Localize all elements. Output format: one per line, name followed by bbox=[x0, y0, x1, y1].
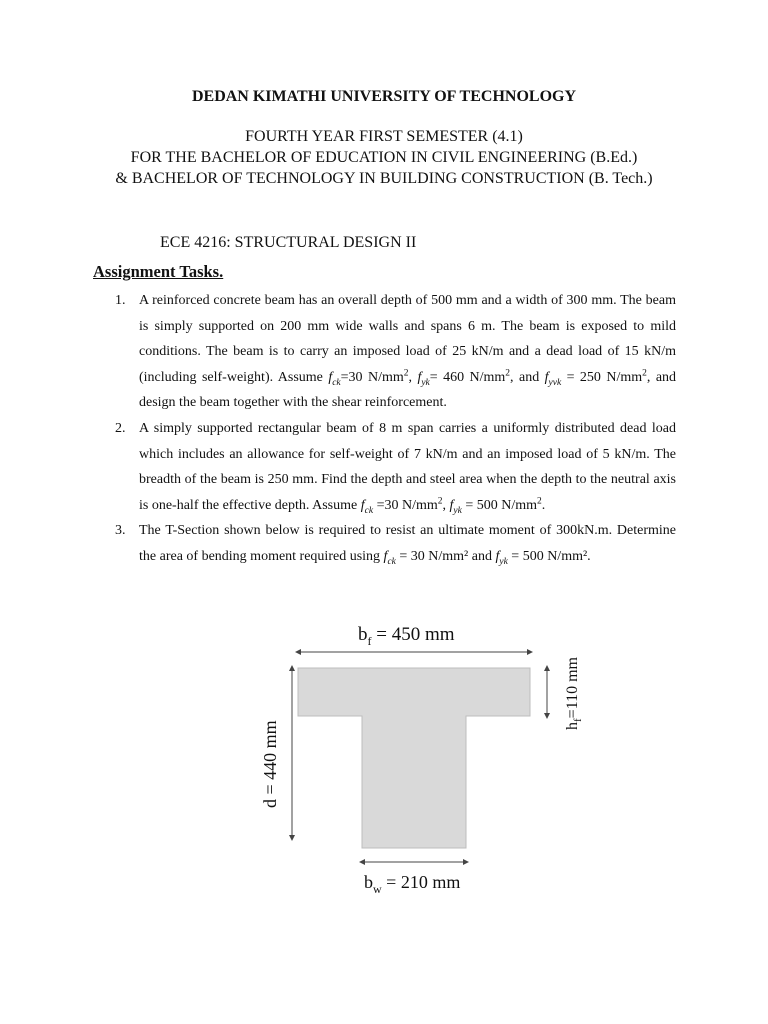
task-text: The T-Section shown below is required to resist an ultimate moment of 300kN.m. Determine the area of bending moment required using bbox=[139, 523, 676, 564]
fyvk-value: = 250 N/mm bbox=[566, 369, 643, 385]
bw-label: $b_w = 210$ mm bbox=[364, 872, 461, 896]
task-item-1: 1. A reinforced concrete beam has an overall depth of 500 mm and a width of 300 mm. The beam is simply supported on 200 mm wide walls and spans 6 m. The beam is exposed to mild conditions. The beam is to carry an imposed load of 25 kN/m and a dead load of 15 kN/m (including self-weight). Assume $f_{ck}=30$ $N/mm^2$, $f_{yk}= 460$ $N/mm^2$, and $f_{yvk} = 250$ $N/mm^2$, and design the beam together with the shear reinforcement. bbox=[139, 288, 676, 416]
task-list bbox=[115, 288, 677, 570]
programme-header bbox=[80, 126, 688, 189]
fck-symbol: $f_{ck}$ bbox=[383, 548, 396, 567]
t-section-figure bbox=[240, 612, 600, 902]
task-text: , and design the beam together with the shear reinforcement. bbox=[139, 369, 677, 411]
task-text: A reinforced concrete beam has an overall depth of 500 mm and a width of 300 mm. The beam is simply supported on 200 mm wide walls and spans 6 m. The beam is exposed to mild conditions. The beam is to carry an imposed load of 25 kN/m and a dead load of 15 kN/m (including self-weight). Assume bbox=[139, 293, 676, 385]
task-number: 3. bbox=[115, 523, 126, 539]
fck-value: = 30 N/mm² and bbox=[399, 548, 496, 564]
fck-value: =30 N/mm bbox=[340, 369, 404, 385]
t-section-shape bbox=[298, 668, 530, 848]
task-number: 1. bbox=[115, 293, 126, 308]
bf-label: $b_f = 450$ mm bbox=[358, 624, 455, 648]
fck-symbol: $f_{ck}$ bbox=[328, 369, 341, 388]
programme-line-2: & BACHELOR OF TECHNOLOGY IN BUILDING CONSTRUCTION (B. Tech.) bbox=[115, 170, 653, 187]
fyk-value: = 500 N/mm². bbox=[511, 548, 591, 564]
d-label: d = 440 mm bbox=[260, 720, 280, 808]
programme-line-1: FOR THE BACHELOR OF EDUCATION IN CIVIL ENGINEERING (B.Ed.) bbox=[130, 149, 638, 166]
assignment-heading: Assignment Tasks. bbox=[93, 262, 224, 281]
fyk-value: = 460 N/mm bbox=[429, 369, 506, 385]
course-title: ECE 4216: STRUCTURAL DESIGN II bbox=[160, 234, 417, 251]
fck-value: =30 N/mm bbox=[376, 497, 438, 513]
fyk-symbol: $f_{yk}$ bbox=[495, 548, 508, 567]
university-title: DEDAN KIMATHI UNIVERSITY OF TECHNOLOGY bbox=[191, 88, 577, 105]
task-text: and bbox=[518, 369, 545, 385]
fyk-symbol: $f_{yk}$ bbox=[449, 497, 462, 516]
task-item-3 bbox=[115, 518, 676, 569]
task-text: . bbox=[541, 497, 546, 513]
task-item-2: 2. A simply supported rectangular beam of 8 m span carries a uniformly distributed dead load which includes an allowance for self-weight of 7 kN/m and an imposed load of 5 kN/m. The breadth of the beam is 250 mm. Find the depth and steel area when the depth to the neutral axis is one-half the effective depth. Assume $f_{ck} =30$ $N/mm^2$, $f_{yk} = 500$ $N/mm^2$. bbox=[139, 416, 676, 518]
hf-label: $h_f=110$ mm bbox=[564, 657, 584, 730]
fyvk-symbol: $f_{yvk}$ bbox=[544, 369, 562, 388]
fyk-value: = 500 N/mm bbox=[465, 497, 538, 513]
semester-line: FOURTH YEAR FIRST SEMESTER (4.1) bbox=[245, 128, 523, 145]
task-number: 2. bbox=[115, 420, 126, 436]
task-text: A simply supported rectangular beam of 8 m span carries a uniformly distributed dead load which includes an allowance for self-weight of 7 kN/m and an imposed load of 5 kN/m. The breadth of the beam is 250 mm. Find the depth and steel area when the depth to the neutral axis is one-half the effective depth. Assume bbox=[139, 420, 676, 513]
t-section-diagram bbox=[240, 612, 600, 902]
fyk-symbol: $f_{yk}$ bbox=[417, 369, 430, 388]
fck-symbol: $f_{ck}$ bbox=[360, 497, 374, 516]
